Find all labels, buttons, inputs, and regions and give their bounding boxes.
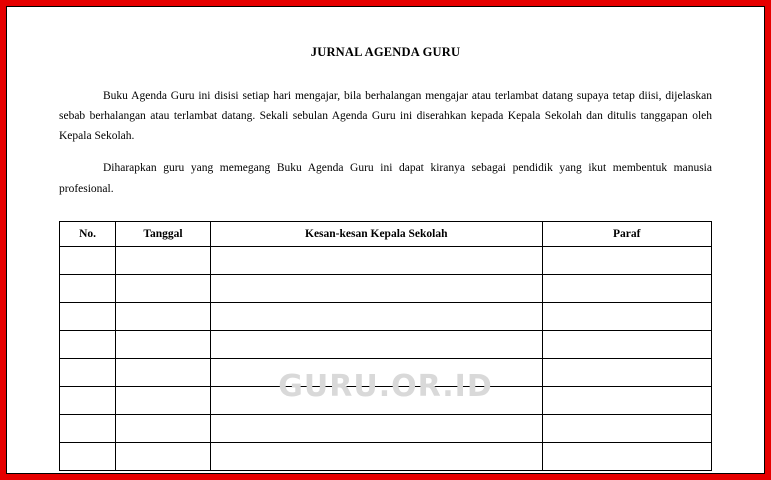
cell-paraf[interactable] [542,274,712,302]
cell-tanggal[interactable] [116,274,211,302]
document-page [6,6,765,474]
cell-no[interactable] [60,414,116,442]
table-row [60,414,712,442]
cell-paraf[interactable] [542,358,712,386]
cell-tanggal[interactable] [116,302,211,330]
table-row [60,358,712,386]
cell-kesan[interactable] [211,274,542,302]
agenda-table-head [60,221,712,246]
table-row [60,442,712,470]
cell-tanggal[interactable] [116,386,211,414]
intro-paragraph-1: Buku Agenda Guru ini disisi setiap hari mengajar, bila berhalangan mengajar atau terlambat datang supaya tetap diisi, dijelaskan sebab berhalangan atau terlambat datang. Sekali sebulan Agenda Guru ini diserahkan kepada Kepala Sekolah dan ditulis tanggapan oleh Kepala Sekolah. [59,90,712,143]
cell-kesan[interactable] [211,358,542,386]
column-header-kesan: Kesan-kesan Kepala Sekolah [211,221,542,246]
cell-tanggal[interactable] [116,330,211,358]
intro-paragraph-2: Diharapkan guru yang memegang Buku Agenda Guru ini dapat kiranya sebagai pendidik yang ikut membentuk manusia profesional. [59,162,712,195]
column-header-no: No. [60,221,116,246]
cell-kesan[interactable] [211,414,542,442]
cell-paraf[interactable] [542,414,712,442]
table-row [60,274,712,302]
cell-tanggal[interactable] [116,246,211,274]
cell-no[interactable] [60,246,116,274]
cell-no[interactable] [60,358,116,386]
cell-no[interactable] [60,442,116,470]
table-row [60,386,712,414]
watermark-text: GURU.OR.ID [278,368,493,404]
cell-kesan[interactable] [211,386,542,414]
table-row [60,330,712,358]
cell-paraf[interactable] [542,386,712,414]
agenda-table-body [60,246,712,470]
cell-tanggal[interactable] [116,358,211,386]
table-row [60,302,712,330]
cell-paraf[interactable] [542,330,712,358]
page-title: JURNAL AGENDA GURU [310,45,461,59]
cell-paraf[interactable] [542,246,712,274]
agenda-table [59,221,712,471]
cell-tanggal[interactable] [116,442,211,470]
cell-kesan[interactable] [211,330,542,358]
cell-kesan[interactable] [211,442,542,470]
cell-no[interactable] [60,330,116,358]
cell-tanggal[interactable] [116,414,211,442]
cell-no[interactable] [60,274,116,302]
table-row [60,246,712,274]
column-header-paraf: Paraf [542,221,712,246]
cell-kesan[interactable] [211,246,542,274]
cell-no[interactable] [60,302,116,330]
cell-kesan[interactable] [211,302,542,330]
cell-no[interactable] [60,386,116,414]
agenda-table-wrapper [59,221,712,471]
table-header-row [60,221,712,246]
cell-paraf[interactable] [542,302,712,330]
column-header-tanggal: Tanggal [116,221,211,246]
cell-paraf[interactable] [542,442,712,470]
